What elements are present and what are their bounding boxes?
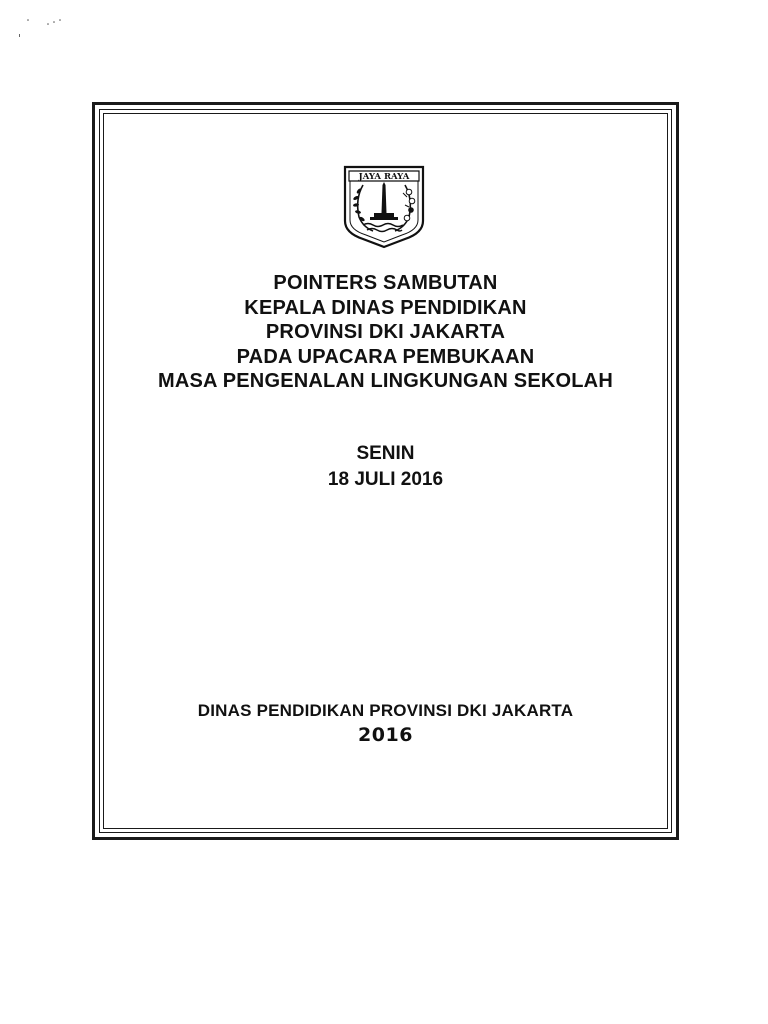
footer-year: 2016 — [358, 724, 413, 746]
title-line-1: POINTERS SAMBUTAN — [273, 272, 498, 294]
footer-organization: DINAS PENDIDIKAN PROVINSI DKI JAKARTA — [197, 701, 574, 720]
scan-specks — [14, 18, 74, 42]
title-line-3: PROVINSI DKI JAKARTA — [265, 321, 506, 343]
title-line-4: PADA UPACARA PEMBUKAAN — [236, 345, 535, 368]
document-footer — [92, 700, 679, 748]
jakarta-coat-of-arms-icon — [343, 163, 425, 249]
title-line-2: KEPALA DINAS PENDIDIKAN — [244, 296, 527, 319]
event-date — [92, 441, 679, 493]
event-full-date: 18 JULI 2016 — [327, 469, 444, 490]
event-day: SENIN — [356, 443, 415, 464]
emblem-banner-text: JAYA RAYA — [358, 172, 410, 183]
title-line-5: MASA PENGENALAN LINGKUNGAN SEKOLAH — [158, 370, 613, 392]
document-title — [92, 271, 679, 394]
